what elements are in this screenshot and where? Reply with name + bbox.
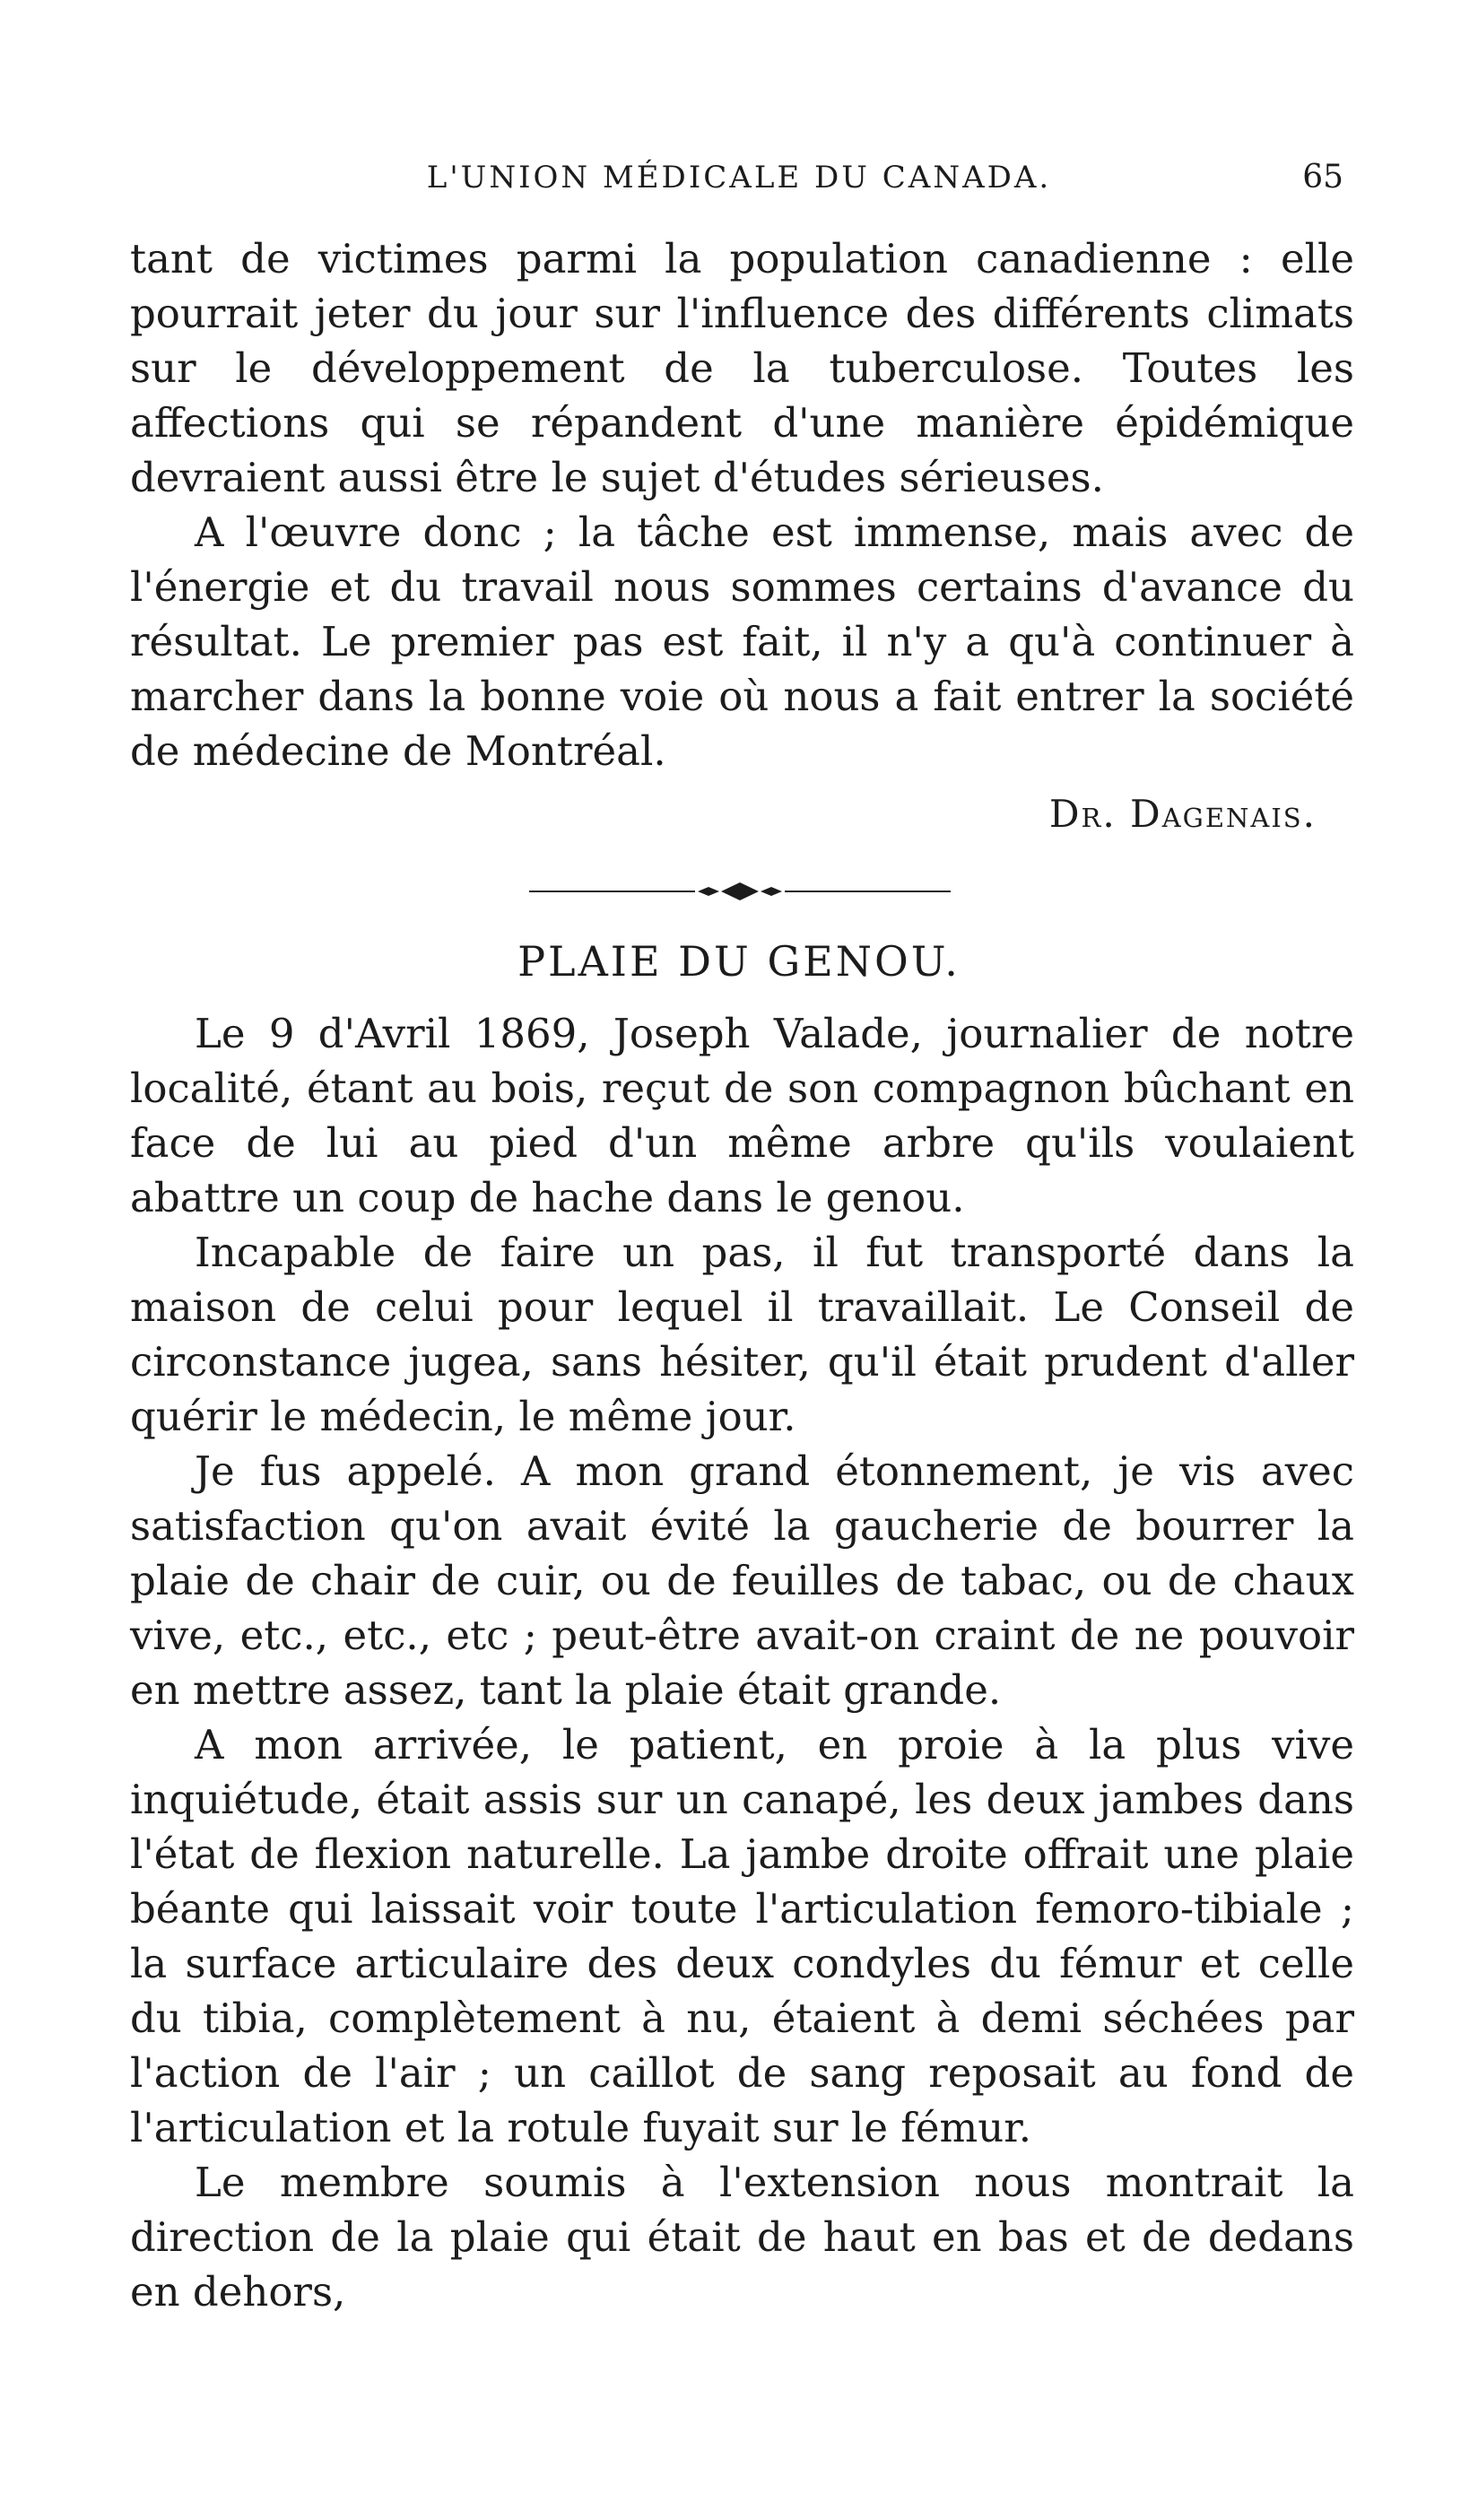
paragraph: A mon arrivée, le patient, en proie à la plus vive inquiétude, était assis sur un canapé, les deux jambes dans l'état de flexion naturelle. La jambe droite offrait une plaie béante qui laissait voir toute l'articulation femoro-tibiale ; la surface articulaire des deux condyles du fémur et celle du tibia, complètement à nu, étaient à demi séchées par l'action de l'air ; un caillot de sang reposait au fond de l'articulation et la rotule fuyait sur le fémur. [130,1721,1354,2151]
paragraph: Je fus appelé. A mon grand étonnement, je vis avec satisfaction qu'on avait évité la gaucherie de bourrer la plaie de chair de cuir, ou de feuilles de tabac, ou de chaux vive, etc., etc., etc ; peut-être avait-on craint de ne pouvoir en mettre assez, tant la plaie était grande. [130,1447,1354,1714]
paragraph: Le membre soumis à l'extension nous montrait la direction de la plaie qui était de haut en bas et de dedans en dehors, [130,2159,1354,2316]
article-body [130,1006,1354,2319]
running-head [0,151,1478,204]
section-divider-ornament [529,881,951,902]
paragraph: Incapable de faire un pas, il fut transporté dans la maison de celui pour lequel il travaillait. Le Conseil de circonstance jugea, sans hésiter, qu'il était prudent d'aller quérir le médecin, le même jour. [130,1229,1354,1440]
paragraph: A l'œuvre donc ; la tâche est immense, mais avec de l'énergie et du travail nous sommes certains d'avance du résultat. Le premier pas est fait, il n'y a qu'à continuer à marcher dans la bonne voie où nous a fait entrer la société de médecine de Montréal. [130,508,1354,775]
section-title: PLAIE DU GENOU. [517,937,961,986]
author-signature: Dr. Dagenais. [1048,792,1317,836]
paragraph: tant de victimes parmi la population canadienne : elle pourrait jeter du jour sur l'influence des différents climats sur le développement de la tuberculose. Toutes les affections qui se répandent d'une manière épidémique devraient aussi être le sujet d'études sérieuses. [130,235,1354,501]
article-continuation [130,231,1354,778]
page-number: 65 [1302,159,1343,196]
paragraph: Le 9 d'Avril 1869, Joseph Valade, journalier de notre localité, étant au bois, reçut de son compagnon bûchant en face de lui au pied d'un même arbre qu'ils voulaient abattre un coup de hache dans le genou. [130,1010,1354,1221]
running-title: L'UNION MÉDICALE DU CANADA. [426,160,1052,196]
